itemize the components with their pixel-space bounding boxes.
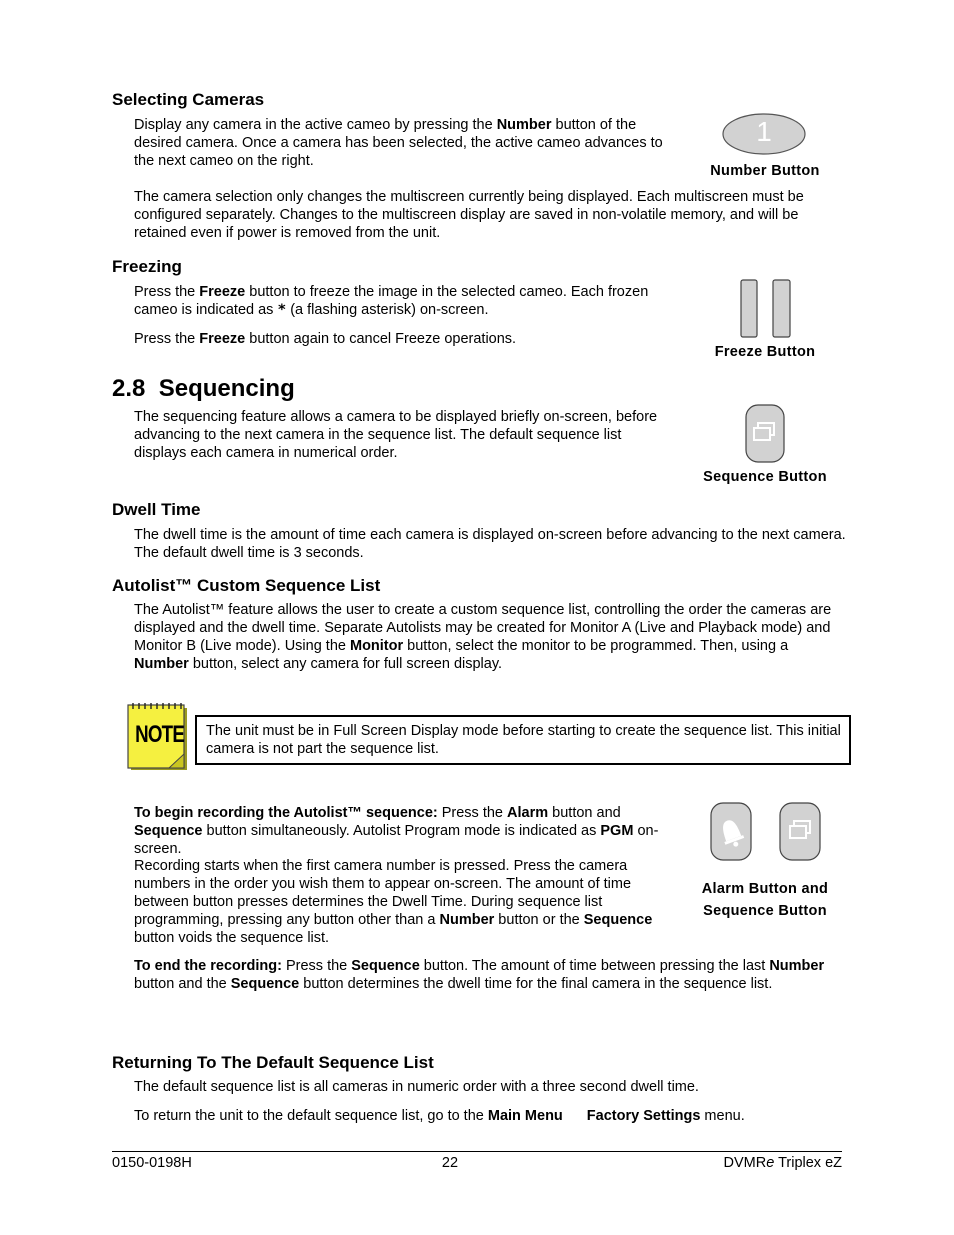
sequencing-paragraph: The sequencing feature allows a camera to be displayed briefly on-screen, before advancing to the next camera in the sequence list. The default sequence list displays each camera in numerical order. (134, 409, 658, 461)
sequence-icon (745, 404, 785, 464)
freeze-button-caption: Freeze Button (714, 344, 816, 360)
number-button-caption: Number Button (710, 163, 820, 179)
freeze-button-illustration (740, 279, 792, 339)
dwell-time-heading: Dwell Time (112, 500, 201, 519)
footer-doc-number: 0150-0198H (112, 1155, 192, 1171)
freezing-heading: Freezing (112, 257, 182, 276)
footer-product-name: DVMRe Triplex eZ (723, 1155, 842, 1171)
pause-icon (740, 279, 792, 339)
recording-middle-paragraph: Recording starts when the first camera number is pressed. Press the camera numbers in the order you wish them to appear on-screen. The amount of time between button presses determines the Dwell Time. During sequence list programming, pressing any button other than a Number button or the Sequence button voids the sequence list. (134, 858, 653, 946)
alarm-button-caption: Alarm Button and (701, 881, 829, 897)
returning-paragraph-2: To return the unit to the default sequence list, go to the Main Menu Factory Settings menu. (134, 1108, 745, 1124)
autolist-paragraph: The Autolist™ feature allows the user to create a custom sequence list, controlling the order the cameras are displayed and the dwell time. Separate Autolists may be created for Monitor A (Live and Playback mode) and Monitor B (Live mode). Using the Monitor button, select the monitor to be programmed. Then, using a Number button, select any camera for full screen display. (134, 602, 832, 672)
alarm-sequence-illustration (710, 802, 822, 862)
note-box (195, 715, 851, 765)
autolist-heading: Autolist™ Custom Sequence List (112, 576, 381, 595)
note-label: NOTE (135, 721, 185, 748)
alarm-sequence-icons (710, 802, 822, 862)
freezing-paragraph-1: Press the Freeze button to freeze the image in the selected cameo. Each frozen cameo is indicated as * (a flashing asterisk) on-screen. (134, 284, 649, 318)
recording-end-paragraph: To end the recording: Press the Sequence button. The amount of time between pressing the last Number button and the Sequence button determines the dwell time for the final camera in the sequence list. (134, 958, 825, 992)
section-title: 2.8 Sequencing (112, 375, 295, 402)
selecting-cameras-paragraph: Display any camera in the active cameo by pressing the Number button of the desired camera. Once a camera has been selected, the active cameo advances to the next cameo on the right. (134, 117, 663, 169)
number-button-glyph: 1 (756, 116, 772, 147)
number-button-illustration (722, 113, 806, 155)
returning-paragraph-1: The default sequence list is all cameras in numeric order with a three second dwell time. (134, 1079, 699, 1095)
sequence-button-caption-2: Sequence Button (703, 903, 827, 919)
selecting-cameras-heading: Selecting Cameras (112, 90, 265, 109)
freezing-paragraph-2: Press the Freeze button again to cancel Freeze operations. (134, 331, 517, 347)
dwell-time-paragraph: The dwell time is the amount of time each camera is displayed on-screen before advancing to the next camera. The default dwell time is 3 seconds. (134, 527, 846, 561)
note-icon (127, 702, 189, 772)
recording-begin-paragraph: To begin recording the Autolist™ sequence: Press the Alarm button and Sequence button simultaneously. Autolist Program mode is indicated as PGM on-screen. (134, 805, 659, 857)
note-text: The unit must be in Full Screen Display mode before starting to create the sequence list. This initial camera is not part the sequence list. (206, 723, 841, 757)
sequence-button-illustration (745, 404, 785, 464)
sequence-button-caption: Sequence Button (703, 469, 827, 485)
footer-page-number: 22 (441, 1155, 459, 1171)
multiscreen-paragraph: The camera selection only changes the multiscreen currently being displayed. Each multiscreen must be configured separately. Changes to the multiscreen display are saved in non-volatile memory, and will be retained even if power is removed from the unit. (134, 189, 804, 241)
footer-rule (112, 1151, 842, 1152)
returning-heading: Returning To The Default Sequence List (112, 1053, 434, 1072)
